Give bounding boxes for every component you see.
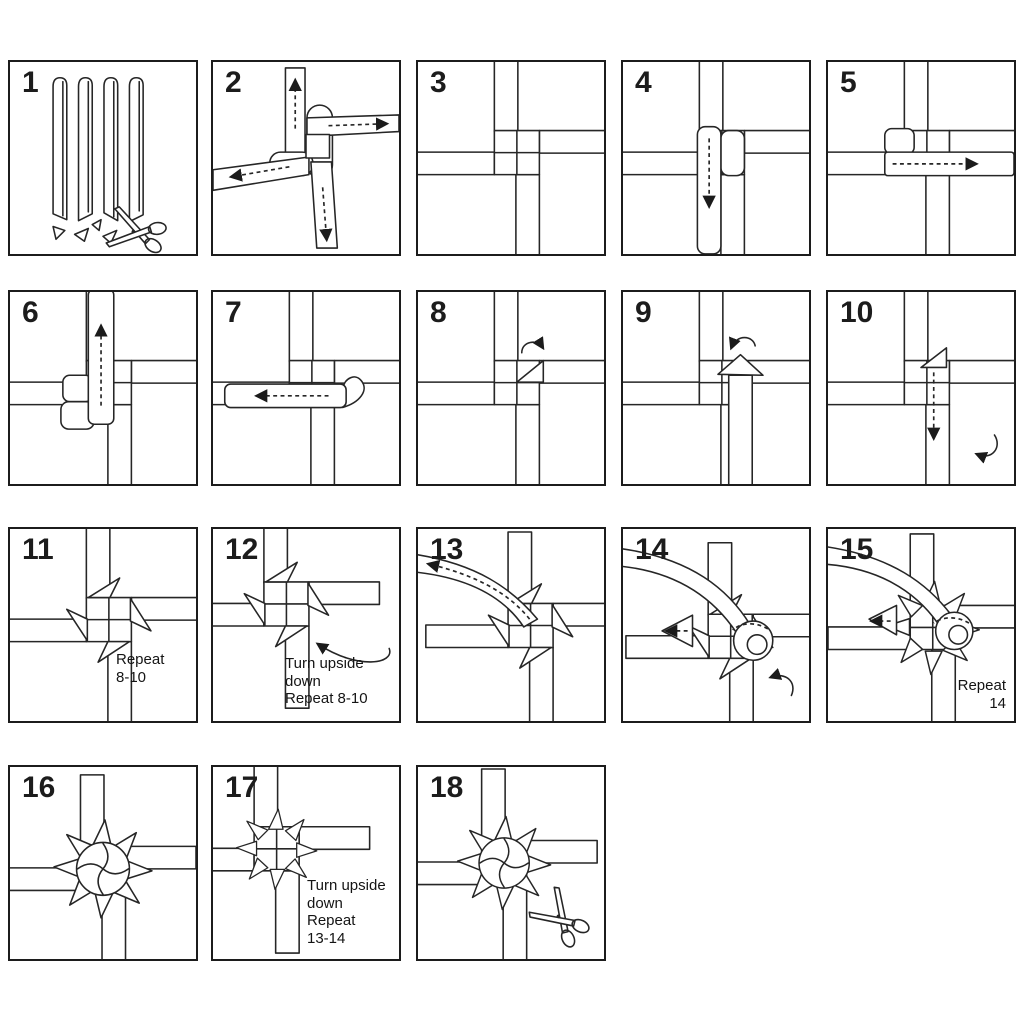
step-panel-8 [416,290,606,486]
note-line: Repeat [116,651,165,668]
note-line: down [307,894,343,912]
step-panel-15 [826,527,1016,723]
step-note [307,877,386,948]
step-number: 7 [225,296,242,329]
note-line: down [285,672,321,690]
strip-folded-right [885,152,1014,175]
step-panel-16 [8,765,198,961]
paper-strip [79,78,93,221]
note-line: 8-10 [116,668,147,686]
step-panel-4 [621,60,811,256]
step-panel-9 [621,290,811,486]
step-panel-18 [416,765,606,961]
step-number: 4 [635,66,652,99]
step-number: 13 [430,533,464,566]
folded-tab [885,129,914,154]
step-number: 2 [225,66,242,99]
note-line: 14 [989,694,1006,712]
step-panel-5 [826,60,1016,256]
step-number: 6 [22,296,39,329]
rotation-arrow [522,342,543,353]
step-panel-6 [8,290,198,486]
note-line: Repeat [307,912,356,930]
step-number: 12 [225,533,259,566]
note-line: 13-14 [307,930,346,948]
rotation-arrow [772,676,793,696]
step-panel-12 [211,527,401,723]
step-number: 11 [22,533,54,566]
step-number: 18 [430,771,464,804]
woven-rosette [77,842,130,895]
step-number: 1 [22,66,39,99]
step-number: 14 [635,533,669,566]
step-number: 5 [840,66,857,99]
step-number: 17 [225,771,259,804]
weave-center [306,135,329,158]
step-panel-11 [8,527,198,723]
strip-right [307,115,399,137]
paper-strip [53,78,67,220]
step-panel-13 [416,527,606,723]
step-number: 15 [840,533,874,566]
rotation-arrow [732,338,755,347]
paper-strip [104,78,118,221]
step-note [285,655,368,708]
strip-left [213,157,309,190]
folded-tab [721,131,744,176]
step-number: 16 [22,771,56,804]
strip-up-fold [729,375,752,484]
step-number: 9 [635,296,652,329]
step-number: 10 [840,296,874,329]
step-panel-10 [826,290,1016,486]
step-panel-17 [211,765,401,961]
note-line: Repeat 8-10 [285,690,368,708]
step-panel-14 [621,527,811,723]
step-panel-3 [416,60,606,256]
cut-off-triangle [75,228,89,241]
step-panel-2 [211,60,401,256]
step-panel-1 [8,60,198,256]
step-note [116,651,164,686]
strip-loop-inner [949,625,968,644]
note-line: Repeat [957,677,1006,694]
step-note [958,677,1006,712]
strip-loop-inner [747,635,767,655]
step-number: 3 [430,66,447,99]
note-line: Turn upside [285,655,364,672]
step-panel-7 [211,290,401,486]
rotation-arrow [978,435,997,456]
cut-off-triangle [53,227,65,240]
woven-rosette [479,838,529,888]
step-number: 8 [430,296,447,329]
paper-strip [129,78,143,222]
note-line: Turn upside [307,877,386,894]
cut-off-triangle [92,220,101,231]
